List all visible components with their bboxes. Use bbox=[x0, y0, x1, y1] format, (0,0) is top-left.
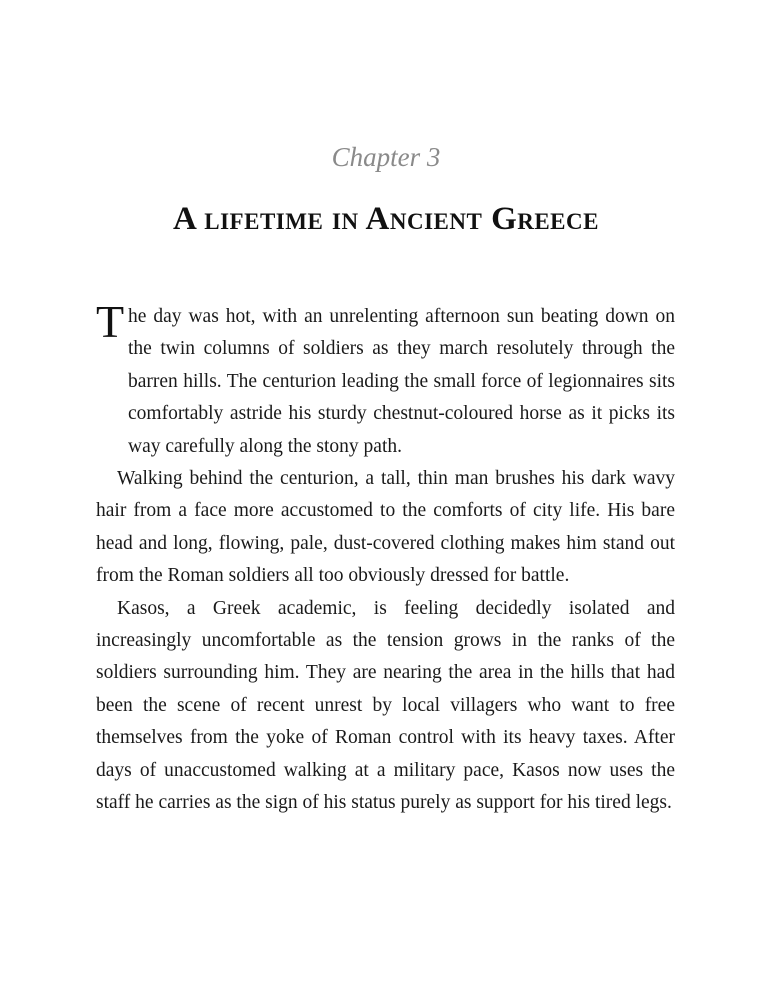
paragraph-3: Kasos, a Greek academic, is feeling decidedly isolated and increasingly uncomfortable as the tension grows in the ranks of the soldiers surrounding him. They are nearing the area in the hills that had been the scene of recent unrest by local villagers who want to free themselves from the yoke of Roman control with its heavy taxes. After days of unaccustomed walking at a military pace, Kasos now uses the staff he carries as the sign of his status purely as support for his tired legs. bbox=[96, 597, 675, 814]
chapter-body bbox=[96, 296, 675, 820]
chapter-number: Chapter 3 bbox=[331, 142, 441, 172]
paragraph-1 bbox=[96, 296, 675, 463]
paragraph-1-text: he day was hot, with an unrelenting afternoon sun beating down on the twin columns of soldiers as they march resolutely through the barren hills. The centurion leading the small force of legionnaires sits comfortably astride his sturdy chestnut-coloured horse as it picks its way carefully along the stony path. bbox=[128, 306, 675, 457]
paragraph-2: Walking behind the centurion, a tall, thin man brushes his dark wavy hair from a face more accustomed to the comforts of city life. His bare head and long, flowing, pale, dust-covered clothing makes him stand out from the Roman soldiers all too obviously dressed for battle. bbox=[96, 468, 675, 587]
drop-cap: T bbox=[96, 296, 125, 347]
chapter-title: A lifetime in Ancient Greece bbox=[173, 201, 599, 237]
